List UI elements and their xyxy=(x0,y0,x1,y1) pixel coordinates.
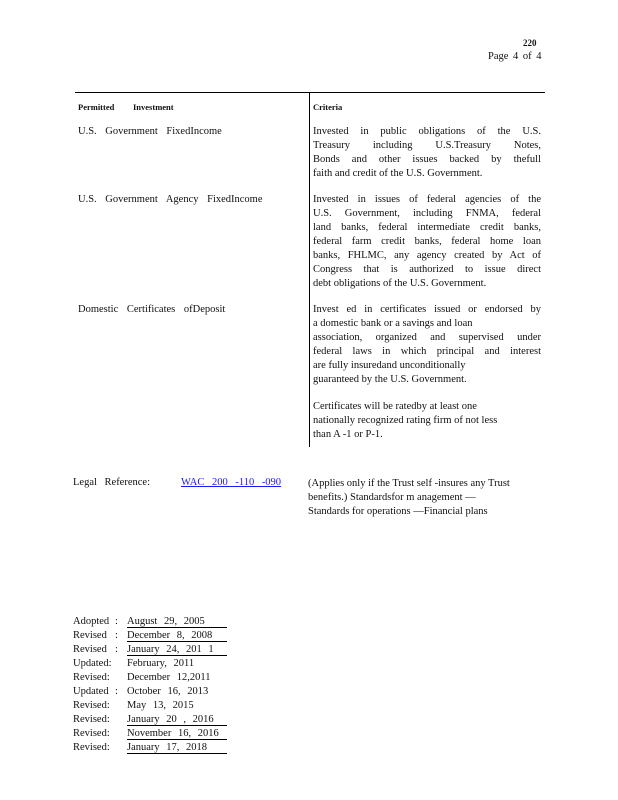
history-row xyxy=(73,629,227,643)
history-date: January 17, 2018 xyxy=(127,741,227,754)
history-colon xyxy=(115,741,127,755)
legal-note xyxy=(308,477,538,519)
history-row xyxy=(73,727,227,741)
history-date: December 12,2011 xyxy=(127,672,211,683)
criteria-line: land banks, federal intermediate credit banks, xyxy=(313,222,541,233)
criteria-line: federal farm credit banks, federal home loan xyxy=(313,236,541,247)
criteria-line: federal laws in which principal and interest xyxy=(313,346,541,357)
history-colon: : xyxy=(115,616,118,627)
history-date: August 29, 2005 xyxy=(127,615,227,628)
history-row xyxy=(73,657,227,671)
history-label: Revised xyxy=(73,630,107,641)
criteria-line: U.S. Government, including FNMA, federal xyxy=(313,208,541,219)
page-number: 220 xyxy=(523,38,537,48)
history-row xyxy=(73,643,227,657)
criteria-block-1 xyxy=(313,125,541,181)
criteria-line: Invested in issues of federal agencies of the xyxy=(313,194,541,205)
history-label: Adopted xyxy=(73,616,110,627)
table-top-rule xyxy=(75,92,545,93)
history-date: January 20 , 2016 xyxy=(127,713,227,726)
criteria-line: guaranteed by the U.S. Government. xyxy=(313,374,467,385)
history-colon: : xyxy=(115,644,118,655)
legal-reference-label: Legal Reference: xyxy=(73,477,150,488)
history-date: December 8, 2008 xyxy=(127,629,227,642)
page-of-indicator: Page 4 of 4 xyxy=(488,51,542,62)
history-date: May 13, 2015 xyxy=(127,700,194,711)
legal-note-line: benefits.) Standardsfor m anagement — xyxy=(308,492,476,503)
header-permitted: Permitted xyxy=(78,102,115,112)
criteria-line: nationally recognized rating firm of not less xyxy=(313,415,498,426)
criteria-block-3-rating xyxy=(313,400,541,442)
investment-us-govt-fixed-income: U.S. Government FixedIncome xyxy=(78,126,222,137)
history-colon xyxy=(115,727,127,741)
criteria-line: Invest ed in certificates issued or endorsed by xyxy=(313,304,541,315)
header-criteria: Criteria xyxy=(313,102,343,112)
history-colon xyxy=(115,699,127,713)
history-colon xyxy=(115,713,127,727)
criteria-line: a domestic bank or a savings and loan xyxy=(313,318,473,329)
history-label: Revised: xyxy=(73,728,110,739)
revision-history xyxy=(73,615,227,755)
header-investment: Investment xyxy=(133,102,174,112)
history-label: Revised: xyxy=(73,742,110,753)
criteria-line: Treasury including U.S.Treasury Notes, xyxy=(313,140,541,151)
history-label: Revised: xyxy=(73,672,110,683)
investment-us-govt-agency: U.S. Government Agency FixedIncome xyxy=(78,194,263,205)
criteria-line: Bonds and other issues backed by thefull xyxy=(313,154,541,165)
history-colon xyxy=(115,657,127,671)
criteria-block-3 xyxy=(313,303,541,387)
legal-note-line: (Applies only if the Trust self -insures any Trust xyxy=(308,478,510,489)
history-date: October 16, 2013 xyxy=(127,686,209,697)
history-row xyxy=(73,685,227,699)
history-colon xyxy=(115,671,127,685)
history-label: Updated xyxy=(73,686,109,697)
criteria-line: association, organized and supervised under xyxy=(313,332,541,343)
history-label: Updated: xyxy=(73,658,112,669)
history-colon: : xyxy=(115,686,118,697)
wac-link[interactable]: WAC 200 -110 -090 xyxy=(181,477,282,488)
criteria-line: banks, FHLMC, any agency created by Act of xyxy=(313,250,541,261)
history-label: Revised: xyxy=(73,714,110,725)
history-row xyxy=(73,699,227,713)
criteria-block-2 xyxy=(313,193,541,291)
history-label: Revised: xyxy=(73,700,110,711)
history-label: Revised xyxy=(73,644,107,655)
investment-domestic-cds: Domestic Certificates ofDeposit xyxy=(78,304,226,315)
criteria-line: are fully insuredand unconditionally xyxy=(313,360,466,371)
criteria-line: faith and credit of the U.S. Government. xyxy=(313,168,483,179)
criteria-line: debt obligations of the U.S. Government. xyxy=(313,278,487,289)
history-date: January 24, 201 1 xyxy=(127,643,227,656)
history-row xyxy=(73,615,227,629)
history-row xyxy=(73,741,227,755)
table-column-divider xyxy=(309,93,310,447)
history-colon: : xyxy=(115,630,118,641)
history-row xyxy=(73,713,227,727)
history-date: November 16, 2016 xyxy=(127,727,227,740)
history-row xyxy=(73,671,227,685)
criteria-line: Congress that is authorized to issue direct xyxy=(313,264,541,275)
history-date: February, 2011 xyxy=(127,658,195,669)
criteria-line: Certificates will be ratedby at least one xyxy=(313,401,477,412)
criteria-line: than A -1 or P-1. xyxy=(313,429,383,440)
criteria-line: Invested in public obligations of the U.S. xyxy=(313,126,541,137)
legal-note-line: Standards for operations —Financial plans xyxy=(308,506,488,517)
